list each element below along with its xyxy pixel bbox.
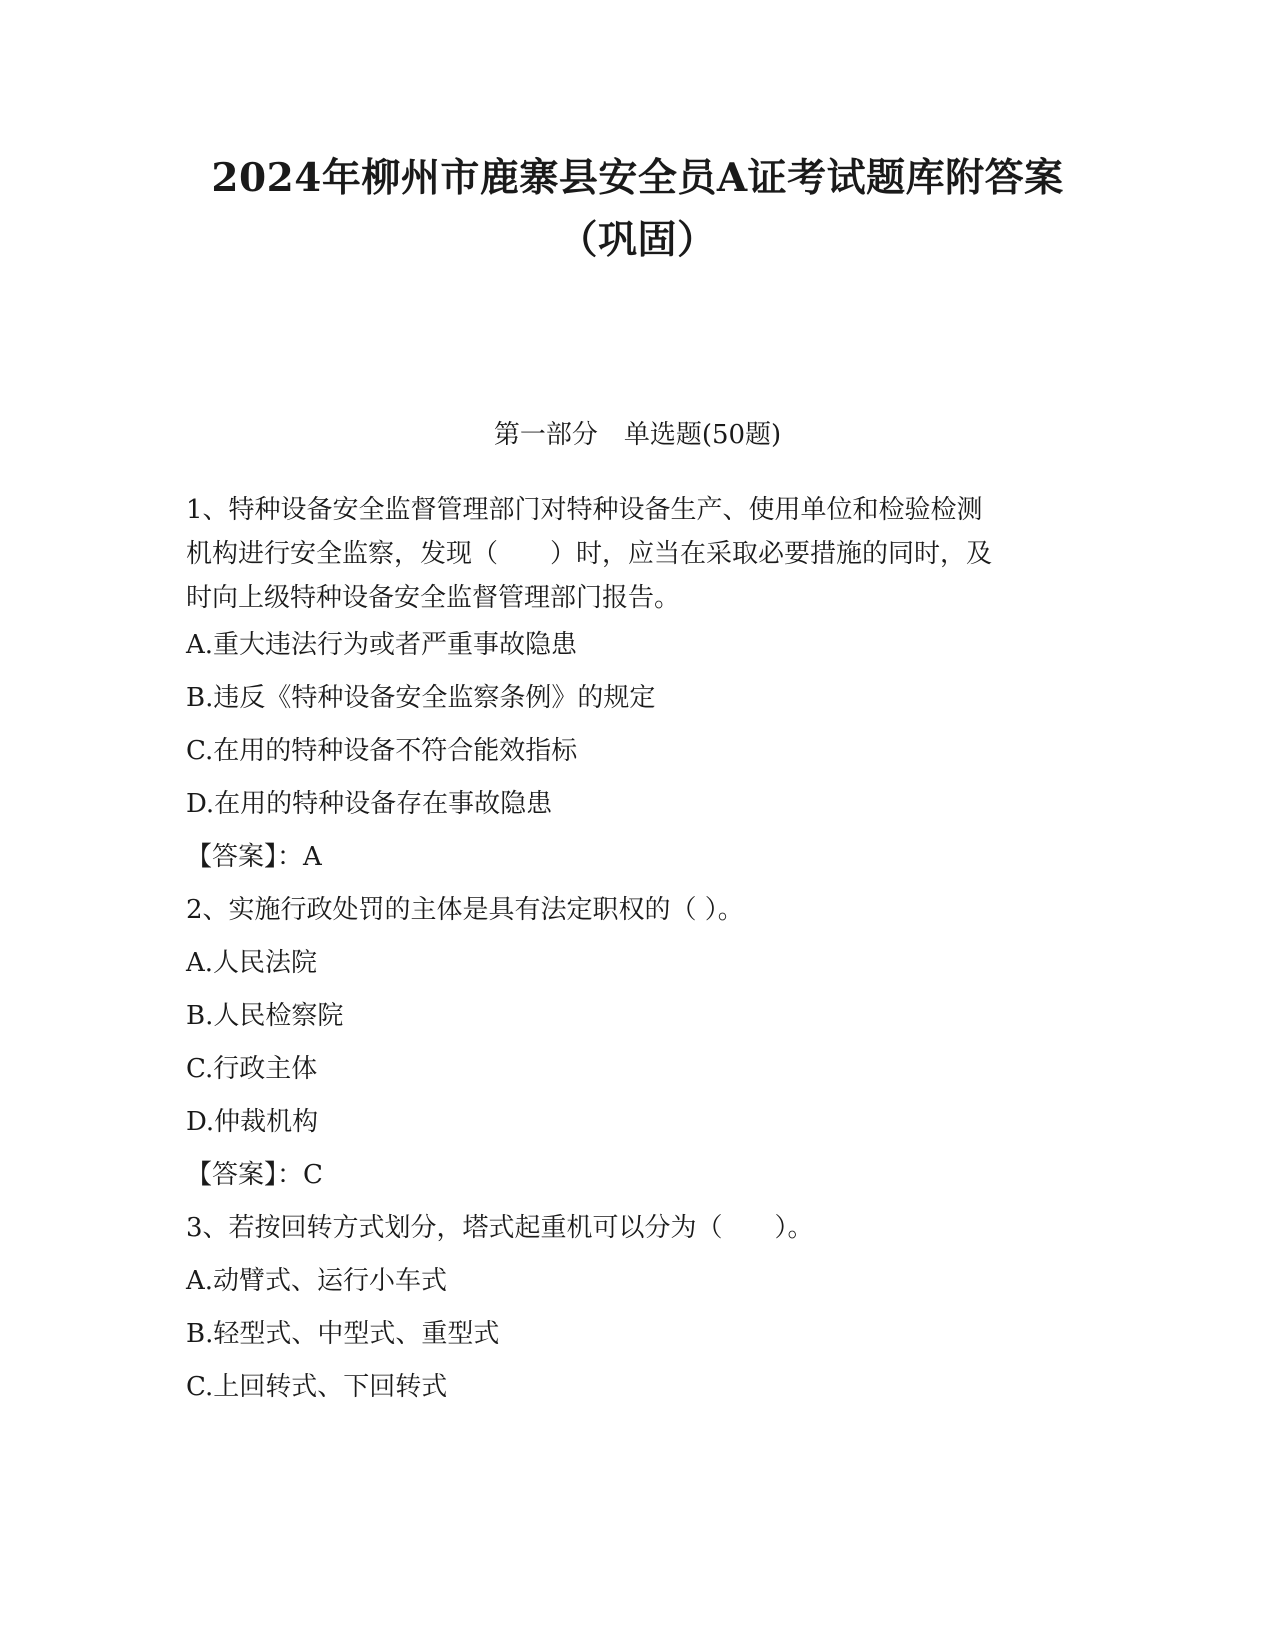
question-1-option-d: D.在用的特种设备存在事故隐患 xyxy=(186,789,553,819)
question-3-option-c: C.上回转式、下回转式 xyxy=(186,1372,448,1402)
question-stem-line: 时向上级特种设备安全监督管理部门报告。 xyxy=(186,583,681,613)
section-heading: 第一部分 单选题(50题) xyxy=(493,420,782,450)
question-2-option-d: D.仲裁机构 xyxy=(186,1107,319,1137)
question-3-option-a: A.动臂式、运行小车式 xyxy=(186,1266,448,1296)
question-2-option-c: C.行政主体 xyxy=(186,1054,318,1084)
question-2-stem: 2、实施行政处罚的主体是具有法定职权的（ ）。 xyxy=(186,895,744,925)
question-1-option-a: A.重大违法行为或者严重事故隐患 xyxy=(186,630,578,660)
question-1-answer: 【答案】：A xyxy=(186,842,322,872)
document-title-line-2: （巩固） xyxy=(558,217,717,263)
document-title-line-1: 2024年柳州市鹿寨县安全员A证考试题库附答案 xyxy=(211,155,1064,201)
question-2-option-b: B.人民检察院 xyxy=(186,1001,344,1031)
question-2-option-a: A.人民法院 xyxy=(186,948,318,978)
question-1-option-c: C.在用的特种设备不符合能效指标 xyxy=(186,736,578,766)
question-3-stem: 3、若按回转方式划分，塔式起重机可以分为（ ）。 xyxy=(186,1213,814,1243)
question-stem-line: 机构进行安全监察，发现（ ）时，应当在采取必要措施的同时，及 xyxy=(186,539,993,569)
question-1-option-b: B.违反《特种设备安全监察条例》的规定 xyxy=(186,683,656,713)
question-3-option-b: B.轻型式、中型式、重型式 xyxy=(186,1319,500,1349)
question-2-answer: 【答案】：C xyxy=(186,1160,323,1190)
question-1-stem xyxy=(186,490,1076,622)
question-stem-line: 1、特种设备安全监督管理部门对特种设备生产、使用单位和检验检测 xyxy=(186,495,983,525)
